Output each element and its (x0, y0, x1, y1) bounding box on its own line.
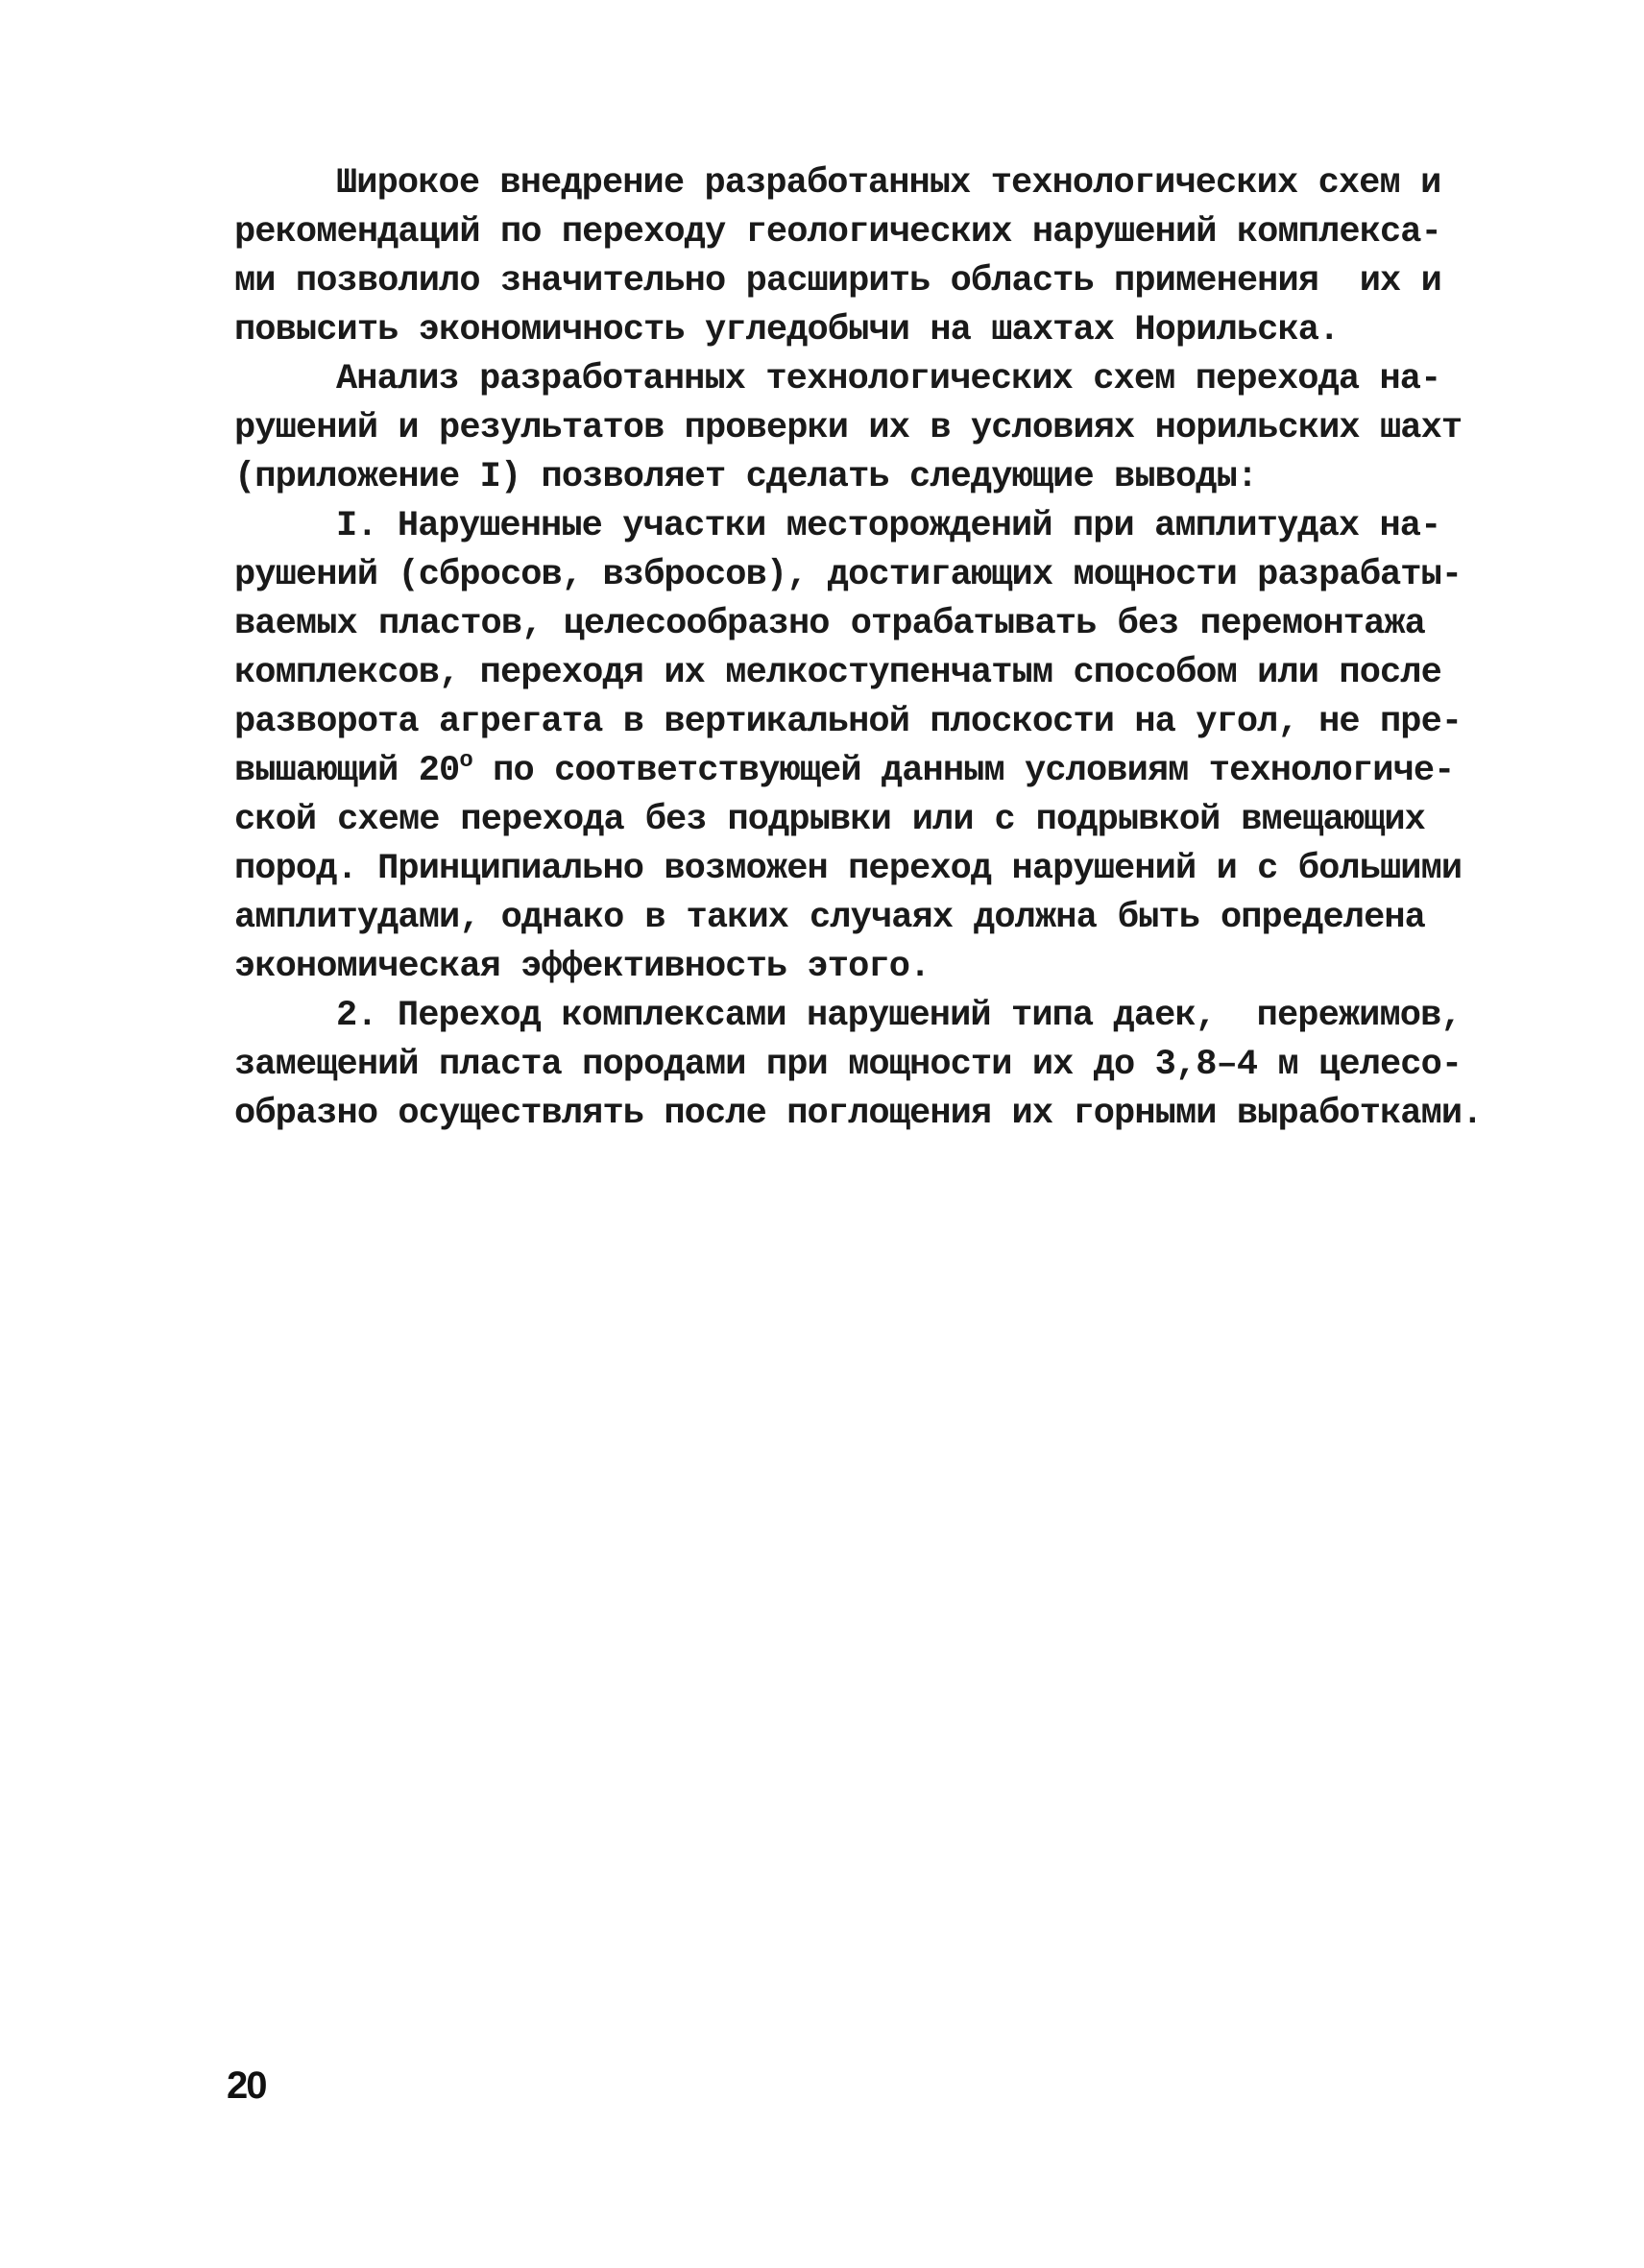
text-line: образно осуществлять после поглощения их горными выработками. (234, 1094, 1483, 1134)
text-line: повысить экономичность угледобычи на шахтах Норильска. (234, 310, 1340, 350)
page-number: 20 (227, 2064, 266, 2107)
text-line: рушений и результатов проверки их в условиях норильских шахт (234, 408, 1463, 448)
text-line: экономическая эффективность этого. (234, 947, 931, 987)
text-line: ской схеме перехода без подрывки или с подрывкой вмещающих (234, 800, 1425, 840)
paragraph-3 (234, 502, 1463, 992)
text-line: I. Нарушенные участки месторождений при амплитудах на- (336, 506, 1441, 546)
text-line: пород. Принципиально возможен переход нарушений и с большими (234, 849, 1463, 889)
text-line: ми позволило значительно расширить область применения их и (234, 261, 1441, 302)
text-line: Анализ разработанных технологических схем перехода на- (336, 359, 1441, 399)
body-text (234, 159, 1483, 1139)
text-line: амплитудами, однако в таких случаях должна быть определена (234, 898, 1425, 938)
degree-superscript: о (459, 748, 472, 774)
text-line: рекомендаций по переходу геологических нарушений комплекса- (234, 212, 1441, 253)
text-line: 2. Переход комплексами нарушений типа даек, пережимов, (336, 996, 1462, 1036)
text-line: замещений пласта породами при мощности их до 3,8–4 м целесо- (234, 1045, 1463, 1085)
text-line: (приложение I) позволяет сделать следующие выводы: (234, 457, 1258, 497)
paragraph-4 (234, 992, 1483, 1139)
text-line: рушений (сбросов, взбросов), достигающих мощности разрабаты- (234, 555, 1463, 595)
text-line: Широкое внедрение разработанных технологических схем и (336, 163, 1441, 204)
text-line: ваемых пластов, целесообразно отрабатывать без перемонтажа (234, 604, 1425, 644)
text-segment: по соответствующей данным условиям технологиче- (471, 751, 1455, 791)
paragraph-2 (234, 355, 1463, 502)
text-line-with-degree (234, 747, 1455, 796)
text-line: разворота агрегата в вертикальной плоскости на угол, не пре- (234, 702, 1463, 742)
text-line: комплексов, переходя их мелкоступенчатым способом или после (234, 653, 1441, 693)
paragraph-1 (234, 159, 1441, 355)
text-segment: вышающий 20 (234, 751, 460, 791)
